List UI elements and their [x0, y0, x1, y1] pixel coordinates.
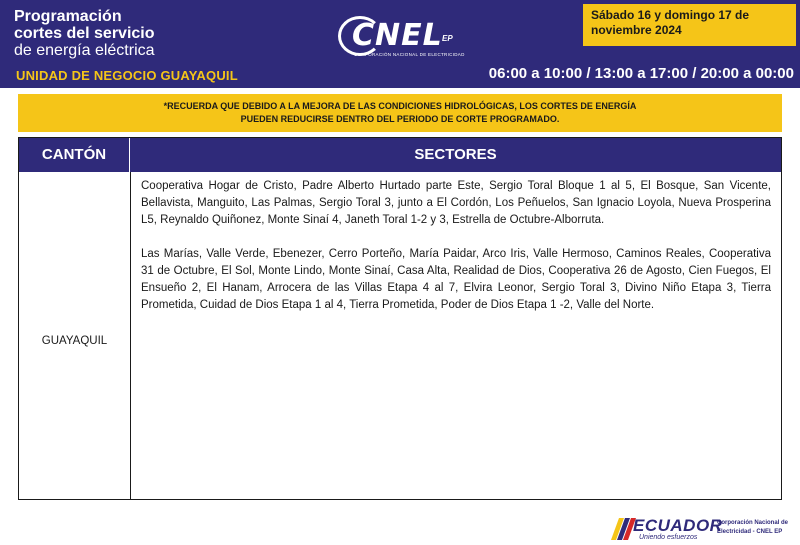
sectors-table — [18, 137, 782, 500]
date-badge: Sábado 16 y domingo 17 de noviembre 2024 — [583, 4, 796, 46]
logo-text: CNEL — [352, 18, 443, 53]
title-line-3: de energía eléctrica — [14, 42, 155, 59]
ecuador-slogan: Uniendo esfuerzos — [639, 534, 698, 541]
column-header-sectores: SECTORES — [414, 146, 497, 163]
sectores-cell — [131, 172, 781, 499]
header-banner — [0, 0, 800, 88]
sectores-paragraph-1: Cooperativa Hogar de Cristo, Padre Alberto Hurtado parte Este, Sergio Toral Bloque 1 al 5, El Bosque, San Vicente, Bellavista, Manguito, Las Palmas, Sergio Toral 3, junto a El Cordón, Los Peñuelos, San Ignacio Loyola, Nueva Prosperina L5, Reynaldo Quiñonez, Monte Sinaí 4, Janeth Toral 1-2 y 3, Estrella de Octubre-Alborruta. — [141, 180, 771, 226]
logo-ep: EP — [442, 34, 453, 43]
sectores-paragraph-2: Las Marías, Valle Verde, Ebenezer, Cerro Porteño, María Paidar, Arco Iris, Valle Hermoso, Caminos Reales, Cooperativa 31 de Octubre, El Sol, Monte Lindo, Monte Sinaí, Casa Alta, Realidad de Dios, Cooperativa 26 de Agosto, Cien Fuegos, El Ensueño 2, El Hanam, Arrocera de las Villas Etapa 4 al 7, Elvira Leonor, Sergio Toral 3, Divino Niño Etapa 3, Tierra Prometida, Cuidad de Dios Etapa 1 al 4, Tierra Prometida, Poder de Dios Etapa 1 -2, Valle del Norte. — [141, 248, 771, 311]
corporation-name: Corporación Nacional de Electricidad - CNEL EP — [717, 520, 789, 535]
notice-line-1: *RECUERDA QUE DEBIDO A LA MEJORA DE LAS CONDICIONES HIDROLÓGICAS, LOS CORTES DE ENERGÍA — [163, 101, 637, 111]
schedule-times: 06:00 a 10:00 / 13:00 a 17:00 / 20:00 a 00:00 — [488, 65, 794, 82]
table-header — [19, 138, 781, 172]
page-title — [14, 8, 155, 59]
column-header-canton: CANTÓN — [19, 138, 130, 172]
canton-cell: GUAYAQUIL — [41, 334, 108, 347]
business-unit-label: UNIDAD DE NEGOCIO GUAYAQUIL — [16, 68, 238, 83]
notice-line-2: PUEDEN REDUCIRSE DENTRO DEL PERIODO DE CORTE PROGRAMADO. — [240, 114, 560, 124]
ecuador-footer-logo — [613, 514, 793, 544]
title-line-1: Programación — [14, 8, 122, 25]
logo-subtitle: CORPORACIÓN NACIONAL DE ELECTRICIDAD — [354, 52, 465, 57]
cnel-logo — [338, 14, 468, 60]
title-line-2: cortes del servicio — [14, 25, 155, 42]
notice-banner — [18, 94, 782, 132]
ecuador-wordmark: ECUADOR — [633, 516, 723, 535]
